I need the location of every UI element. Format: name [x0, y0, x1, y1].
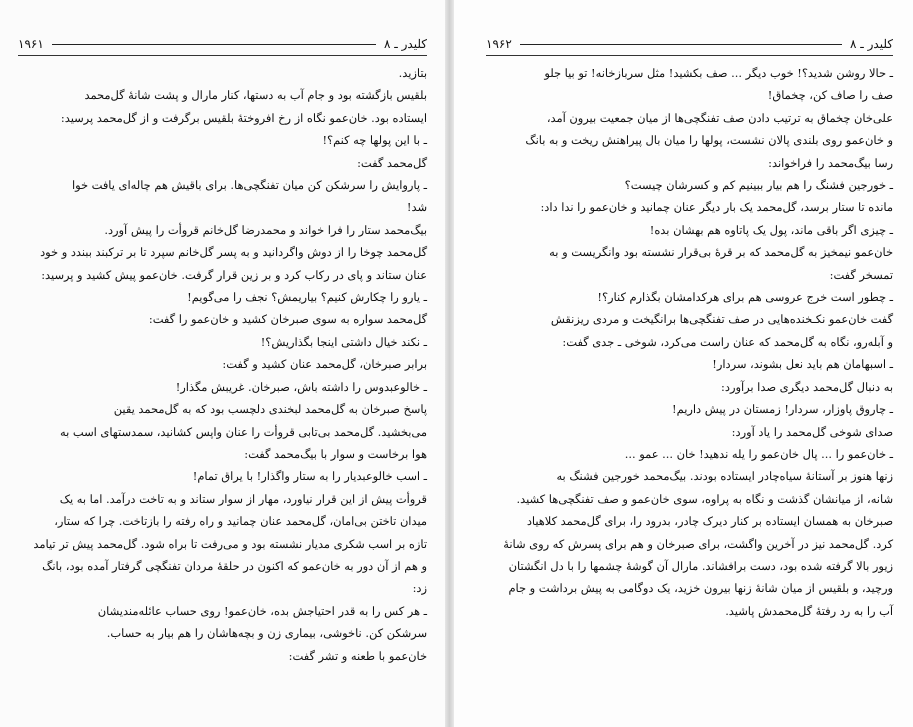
- text-line: ـ با این پولها چه کنم؟!: [322, 133, 427, 148]
- text-line: بلقیس بازگشته بود و جام آب به دستها، کنار مارال و پشت شانهٔ گل‌محمد: [84, 88, 427, 103]
- text-line: ـ پاروایش را سرشکن کن میان تفنگچی‌ها. برای باقیش هم چاله‌ای یافت خوا: [71, 178, 427, 193]
- text-line: خان‌عمو نیمخیز به گل‌محمد که بر قرهٔ بی‌قرار نشسته بود وانگریست و به: [549, 245, 893, 260]
- text-line: علی‌خان چخماق به ترتیب دادن صف تفنگچی‌ها از میان جمعیت بیرون آمد،: [546, 110, 893, 125]
- text-line: ـ چطور است خرج عروسی هم برای هرکدامشان بگذارم کنار؟!: [597, 290, 893, 305]
- left-page-body: [18, 62, 427, 667]
- text-line: بیگ‌محمد ستار را فرا خواند و محمدرضا گل‌خانم قروأت را پیش آورد.: [104, 222, 427, 237]
- text-line: ایستاده بود. خان‌عمو نگاه از رخ افروختهٔ بلقیس برگرفت و از گل‌محمد پرسید:: [60, 110, 427, 125]
- right-header-underline: [486, 55, 893, 56]
- text-line: میدان تاختن بی‌امان، گل‌محمد عنان چمانید و راه رفته را بازتاخت. چرا که ستار،: [54, 514, 427, 529]
- text-line: ورچید، و بلقیس از میان شانهٔ زنها بیرون خزید، یک دوگامی به پیش برداشت و جام: [508, 581, 893, 596]
- text-line: برابر صبرخان، گل‌محمد عنان کشید و گفت:: [222, 357, 427, 372]
- text-line: بتازید.: [398, 66, 427, 80]
- text-line: ـ یارو را چکارش کنیم؟ بیاریمش؟ نجف را می‌گویم!: [187, 290, 427, 305]
- text-line: گل‌محمد چوخا را از دوش واگردانید و به پسر گل‌خانم سپرد تا بر ترکبند ببندد و خود: [40, 245, 427, 260]
- text-line: تازه بر اسب شکری مدیار نشسته بود و می‌رفت تا براه شود. گل‌محمد پیش تر تیامد: [33, 536, 427, 551]
- text-line: صبرخان به همسان ایستاده بر کنار دیرک چادر، بدرود را، برای گل‌محمد کلاهیاد: [526, 514, 893, 529]
- text-line: صدای شوخی گل‌محمد را یاد آورد:: [731, 424, 893, 439]
- left-header-underline: [18, 55, 427, 56]
- text-line: ـ اسبهامان هم باید نعل بشوند، سردار!: [712, 357, 893, 372]
- text-line: صف را صاف کن، چخماق!: [767, 88, 893, 103]
- text-line: و هم از آن دور به خان‌عمو که اکنون در حلقهٔ مردان تفنگچی گرفتار آمده بود، بانگ: [42, 558, 427, 573]
- text-line: ـ هر کس را به قدر احتیاجش بده، خان‌عمو! روی حساب عائله‌مندیشان: [97, 603, 427, 618]
- right-page-number: ۱۹۶۲: [486, 37, 512, 51]
- right-header-title: کلیدر ـ ۸: [850, 37, 893, 51]
- right-page-header: [486, 33, 893, 55]
- text-line: رسا بیگ‌محمد را فراخواند:: [768, 155, 893, 170]
- text-line: پاسخ صبرخان به گل‌محمد لبخندی دلچسب بود که به گل‌محمد یقین: [113, 402, 427, 417]
- text-line: و آبله‌رو، نگاه به گل‌محمد که عنان راست می‌کرد، شوخی ـ جدی گفت:: [562, 334, 893, 349]
- text-line: گل‌محمد سواره به سوی صبرخان کشید و خان‌عمو را گفت:: [148, 312, 427, 327]
- text-line: آب را به رد رفتهٔ گل‌محمدش پاشید.: [725, 603, 893, 618]
- left-page: [0, 0, 445, 727]
- left-page-number: ۱۹۶۱: [18, 37, 44, 51]
- right-page: [454, 0, 913, 727]
- text-line: عنان ستاند و پای در رکاب کرد و بر زین قرار گرفت. خان‌عمو پیش کشید و پرسید:: [41, 267, 427, 282]
- text-line: ـ خالوعبدوس را داشته باش، صبرخان. غریبش مگذار!: [175, 379, 427, 394]
- text-line: شد!: [406, 200, 427, 215]
- text-line: سرشکن کن. ناخوشی، بیماری زن و بچه‌هاشان را هم بیار به حساب.: [106, 626, 427, 641]
- text-line: و خان‌عمو روی بلندی پالان نشست، پولها را میان بال پیراهنش ریخت و به بانگ: [525, 133, 893, 148]
- text-line: ـ اسب خالوعبدیار را به ستار واگذار! با یراق تمام!: [192, 469, 427, 484]
- text-line: تمسخر گفت:: [829, 267, 893, 282]
- text-line: ـ نکند خیال داشتی اینجا بگذاریش؟!: [260, 334, 427, 349]
- text-line: زنها هنوز بر آستانهٔ سیاه‌چادر ایستاده بودند. بیگ‌محمد خورجین فشنگ به: [556, 469, 893, 484]
- text-line: ـ حالا روشن شدید؟! خوب دیگر ... صف بکشید! مثل سربازخانه! تو بیا جلو: [544, 66, 893, 80]
- text-line: گل‌محمد گفت:: [357, 155, 427, 170]
- book-gutter: [445, 0, 454, 727]
- right-header-rule: [520, 44, 842, 45]
- text-line: به دنبال گل‌محمد دیگری صدا برآورد:: [721, 379, 893, 394]
- text-line: زد:: [412, 581, 427, 596]
- text-line: ـ خان‌عمو را ... پال خان‌عمو را یله ندهید! خان ... عمو ...: [624, 446, 893, 461]
- text-line: شانه، از میانشان گذشت و نگاه به پراوه، سوی خان‌عمو و صف تفنگچی‌ها کشید.: [516, 491, 893, 506]
- text-line: کرد. گل‌محمد نیز در آخرین واگشت، برای صبرخان و هم برای پسرش که روی شانهٔ: [503, 536, 893, 551]
- text-line: ـ چیزی اگر باقی ماند، پول یک پاتاوه هم بهشان بده!: [649, 222, 893, 237]
- left-header-rule: [52, 44, 376, 45]
- text-line: ـ خورجین فشنگ را هم بیار ببینیم کم و کسرشان چیست؟: [624, 178, 893, 193]
- text-line: می‌بخشید. گل‌محمد بی‌تابی قروأت را عنان واپس کشانید، سمدستهای اسب به: [60, 424, 427, 439]
- text-line: گفت خان‌عمو نکـخنده‌هایی در صف تفنگچی‌ها برانگیخت و مردی ریزنقش: [550, 312, 893, 327]
- text-line: ـ چاروق پاوزار، سردار! زمستان در پیش داریم!: [672, 402, 893, 417]
- text-line: هوا برخاست و سوار با بیگ‌محمد گفت:: [244, 446, 427, 461]
- text-line: زیور بالا گرفته شده بود، دست برافشاند. مارال آن گوشهٔ چشمها را با دل انگشتان: [508, 558, 893, 573]
- text-line: مانده تا ستار برسد، گل‌محمد یک بار دیگر عنان چمانید و خان‌عمو را ندا داد:: [540, 200, 893, 215]
- text-line: خان‌عمو با طعنه و تشر گفت:: [288, 648, 427, 663]
- text-line: قروأت پیش از این قرار نیاورد، مهار از سوار ستاند و به تاخت درآمد. اما به یک: [59, 491, 427, 506]
- right-page-body: [486, 62, 893, 622]
- left-page-header: [18, 33, 427, 55]
- left-header-title: کلیدر ـ ۸: [384, 37, 427, 51]
